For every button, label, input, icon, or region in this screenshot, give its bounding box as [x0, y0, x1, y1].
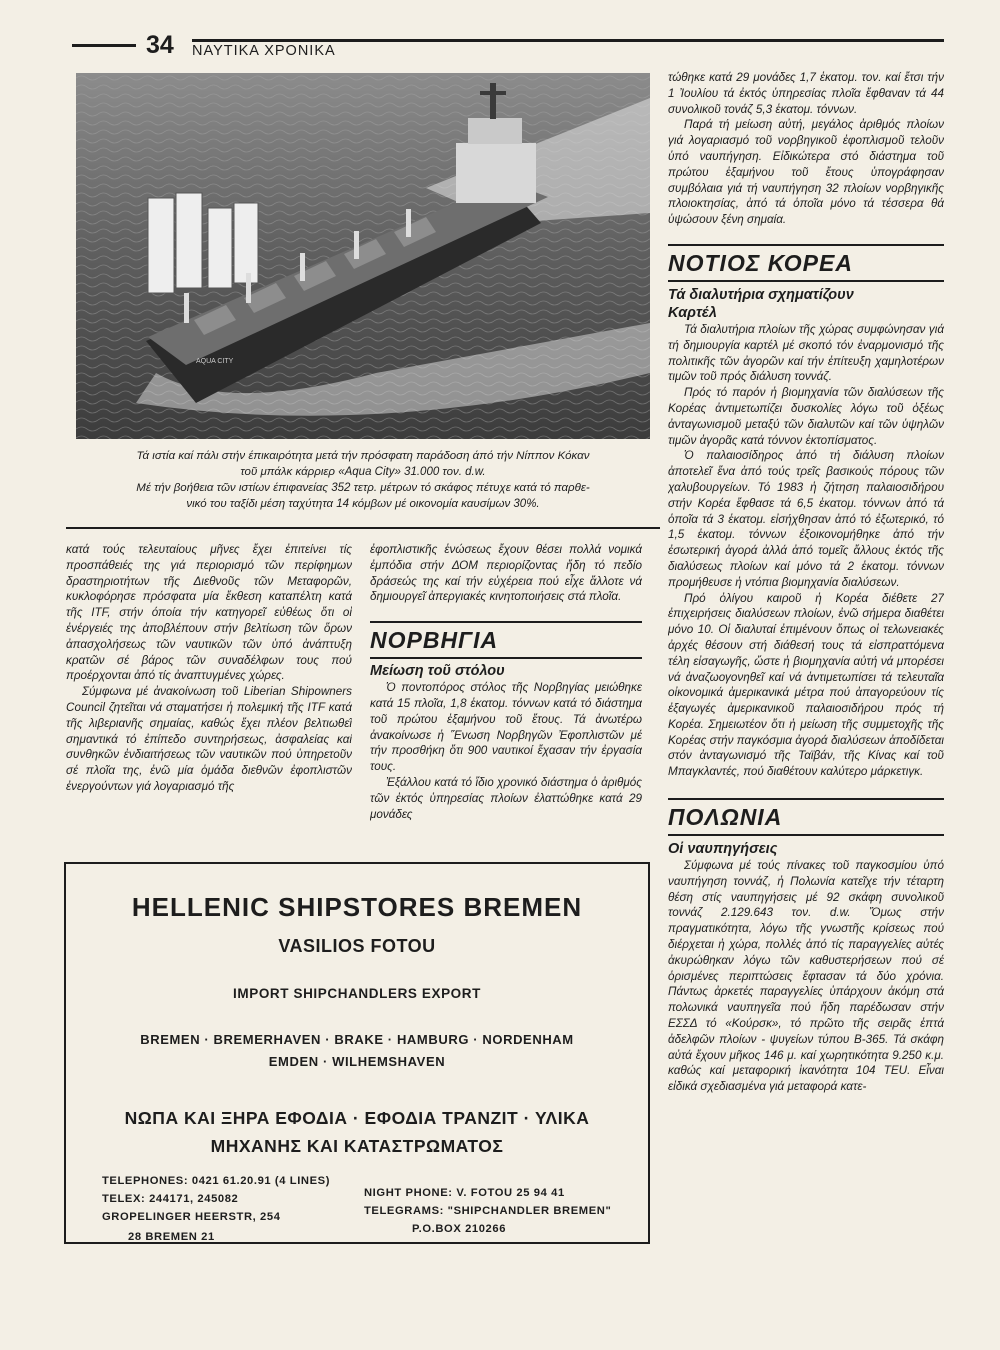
page-number: 34 — [146, 31, 174, 59]
body-paragraph: Παρά τή μείωση αὐτή, μεγάλος ἀριθμός πλοίων γιά λογαριασμό τοῦ νορβηγικοῦ ἐφοπλισμοῦ τελοῦν ὑπό ναυπήγηση. Εἰδικώτερα στό διάστημα τοῦ πρώτου ἑξαμήνου τοῦ ἔτους ὑπογράφησαν συμβόλαια γιά τή ναυπήγηση 32 πλοίων νορβηγικῆς πλοιοκτησίας, ἀπό τά ὁποῖα μόνο τά τέσσερα θά ὑψώσουν ξένη σημαία. — [668, 118, 944, 227]
ad-telex: TELEX: 244171, 245082 — [102, 1193, 239, 1205]
body-paragraph: τώθηκε κατά 29 μονάδες 1,7 ἑκατομ. τον. καί ἔτσι τήν 1 Ἰουλίου τά ἐκτός ὑπηρεσίας πλοῖα ἔφθαναν τά 44 συνολικοῦ τονάζ 5,3 ἑκατομ. τόννων. — [668, 71, 944, 116]
ad-pobox: P.O.BOX 210266 — [412, 1223, 507, 1235]
caption-line: Τά ιστία καί πάλι στήν έπικαιρότητα μετά τήν πρόσφατη παράδοση άπό τήν Νίππον Κόκαν — [136, 450, 590, 462]
ad-cities: EMDEN · WILHEMSHAVEN — [268, 1054, 446, 1069]
section-rule — [668, 798, 944, 800]
section-rule — [370, 657, 642, 659]
header-rule-left — [72, 44, 136, 47]
body-paragraph: ἐφοπλιστικῆς ἑνώσεως ἔχουν θέσει πολλά νομικά ἐμπόδια στήν ΔΟΜ περιορίζοντας ἤδη τό πεδίο δράσεώς της καί τήν εὐχέρεια πού εἶχε ἄλλοτε νά δημιουργεῖ ἀπεργιακές κινητοποιήσεις στά πλοῖα. — [370, 543, 642, 604]
caption-rule — [66, 527, 660, 529]
ad-owner-name: VASILIOS FOTOU — [278, 936, 436, 956]
body-paragraph: Ἐξάλλου κατά τό ἴδιο χρονικό διάστημα ὁ ἀριθμός τῶν ἐκτός ὑπηρεσίας πλοίων ἐλαττώθηκε κατά 29 μονάδες — [370, 775, 642, 821]
ad-company-name: HELLENIC SHIPSTORES BREMEN — [131, 892, 583, 922]
left-column — [66, 542, 352, 850]
body-paragraph: Πρό ὀλίγου καιροῦ ἡ Κορέα διέθετε 27 ἐπιχειρήσεις διαλύσεων πλοίων, ἐνῶ σήμερα διαθέτει μόνο 10. Οἱ διαλυταί ἐπιμένουν ὅπως οἱ τελωνειακές ἀρχές θέσουν στή διάθεσή τους τά εἰσπραττόμενα τέλη εἰσαγωγῆς, ὥστε ἡ βιομηχανία αὐτή νά μπορέσει νά ἀναζωογονηθεῖ καί νά ἀντιμετωπίσει τά τελευταῖα οἰκονομικά ἀμερικανικά μέτρα πού ἀπαγορεύουν τίς ἐξαγωγές ἀμερικανικοῦ παλαιοσιδήρου πρός τή Κορέα. Σημειωτέον ὅτι ἡ μείωση τῆς συμμετοχῆς τῆς Κορέας στήν παγκόσμια ἀγορά διαλύσεων ἀποδίδεται στόν ἀνταγωνισμό τῆς Ταϊβάν, τῆς Κίνας καί τοῦ Μπαγκλαντές, πού διαθέτουν καλύτερο μάρκετιγκ. — [668, 591, 944, 779]
ad-street: GROPELINGER HEERSTR, 254 — [102, 1211, 281, 1223]
ad-night-phone: NIGHT PHONE: V. FOTOU 25 94 41 — [364, 1187, 565, 1199]
body-paragraph: Σύμφωνα μέ τούς πίνακες τοῦ παγκοσμίου ὑπό ναυπήγηση τοννάζ, ἡ Πολωνία κατεῖχε τήν τέταρτη θέση στίς ναυπηγήσεις μέ 92 σκάφη συνολικοῦ τοννάζ 2.129.643 τον. d.w. Ὅμως στήν πραγματικότητα, λόγω τῆς γνωστῆς κρίσεως πού διέρχεται ἡ χώρα, πολλές ἀπό τίς παραγγελίες αὐτές ἀκυρώθηκαν λόγω τῶν καθυστερήσεων πού σέ ὁρισμένες περιπτώσεις ἔφτασαν τά δύο χρόνια. Πάντως ἀρκετές παραγγελίες ὑπάρχουν ἀκόμη στά πολωνικά ναυπηγεῖα πού ἤδη παρέδωσαν στήν ΕΣΣΔ τό «Κούρσκ», τό πρῶτο τῆς σειρᾶς ἑπτά ἀδελφῶν πλοίων - ψυγείων τύπου Β-365. Τά σκάφη αὐτά ἔχουν μῆκος 146 μ. καί χωρητικότητα 9.250 κ.μ. καθώς καί μεταφορική ἱκανότητα 104 TEU. Εἶναι εἰδικά σχεδιασμένα γιά μεταφορά κατε- — [668, 859, 944, 1094]
body-paragraph: Πρός τό παρόν ἡ βιομηχανία τῶν διαλύσεων τῆς Κορέας ἀντιμετωπίζει δυσκολίες λόγω τοῦ ὀξέως ἀνταγωνισμοῦ μεταξύ τῶν διαλυτῶν καί τῶν ὑψηλῶν τιμῶν ἀγορᾶς κατά τόννον ἐκτοπίσματος. — [668, 386, 944, 447]
ad-cities: BREMEN · BREMERHAVEN · BRAKE · HAMBURG · NORDENHAM — [140, 1032, 574, 1047]
header-rule-right — [192, 39, 944, 42]
body-paragraph: Ὁ ποντοπόρος στόλος τῆς Νορβηγίας μειώθηκε κατά 15 πλοῖα, 1,8 ἑκατομ. τόννων κατά τό διάστημα τοῦ πρώτου ἑξαμήνου τοῦ ἔτους. Τά ἀνωτέρω ἀνακοίνωσε ἡ Ἕνωση Νορβηγῶν Ἐφοπλιστῶν μέ τήν προσθήκη ὅτι 900 ναυτικοί ἔχασαν τήν ἐργασία τους. — [370, 681, 642, 774]
section-rule — [370, 621, 642, 623]
ad-business: IMPORT SHIPCHANDLERS EXPORT — [233, 986, 481, 1001]
ad-products: ΝΩΠΑ ΚΑΙ ΞΗΡΑ ΕΦΟΔΙΑ · ΕΦΟΔΙΑ ΤΡΑΝΖΙΤ · ΥΛΙΚΑ — [124, 1108, 590, 1128]
publication-name: ΝΑΥΤΙΚΑ ΧΡΟΝΙΚΑ — [192, 43, 336, 59]
ship-illustration — [76, 73, 650, 439]
ad-city: 28 BREMEN 21 — [128, 1231, 215, 1243]
right-column — [668, 70, 944, 1338]
caption-line: Μέ τήν βοήθεια τῶν ιστίων έπιφανείας 352 τετρ. μέτρων τό σκάφος πέτυχε κατά τό παρθε- — [136, 482, 590, 494]
caption-line: τοῦ μπάλκ κάρριερ «Aqua City» 31.000 τον. d.w. — [240, 466, 486, 478]
section-title-poland: ΠΟΛΩΝΙΑ — [668, 804, 783, 831]
photo-caption — [66, 448, 660, 512]
subtitle-korea: Τά διαλυτήρια σχηματίζουν — [668, 286, 854, 303]
subtitle-norway: Μείωση τοῦ στόλου — [370, 663, 505, 680]
ad-products: ΜΗΧΑΝΗΣ ΚΑΙ ΚΑΤΑΣΤΡΩΜΑΤΟΣ — [210, 1136, 504, 1156]
section-title-norway: ΝΟΡΒΗΓΙΑ — [370, 627, 499, 654]
section-rule — [668, 280, 944, 282]
advertisement-box — [64, 862, 650, 1244]
body-paragraph: Ὁ παλαιοσίδηρος ἀπό τή διάλυση πλοίων ἀποτελεῖ ἕνα ἀπό τούς τρεῖς βασικούς πόρους τῶν χαλυβουργείων. Τό 1983 ἡ ζήτηση παλαιοσιδήρου στήν Κορέα ἔφθασε τά 6,5 ἑκατομ. τόννων ἀπό τά ὁποῖα τά 3 ἑκατομ. εἰσήχθησαν ἀπό τό ἐξωτερικό, τό 1,5 ἑκατομ. τόννων ἐξοικονομήθηκε ἀπό τήν ἐσωτερική ἀγορά ἀλλά ἀπό τομεῖς ἄλλους ἐκτός τῆς διαλύσεως πλοίων καί μόνο τά 2 ἑκατομ. τόννων προμήθευσε ἡ ντόπια βιομηχανία διαλύσεων. — [668, 449, 944, 589]
section-title-korea: ΝΟΤΙΟΣ ΚΟΡΕΑ — [668, 249, 853, 276]
body-paragraph: κατά τούς τελευταίους μῆνες ἔχει ἐπιτείνει τίς προσπάθειές της γιά περιορισμό τῶν περίφημων δραστηριοτήτων τῆς Διεθνοῦς τῶν Μεταφορῶν, κυκλοφόρησε πρόσφατα μία ἔκθεση καταπέλτη κατά τῆς ITF, στήν όποία τήν κατηγορεῖ εὐθέως ὅτι οἱ ἐνέργειές της ἀποβλέπουν στήν βελτίωση τῶν ὅρων ἀπασχολήσεως τῶν ναυτικῶν τῶν ὑπό ἀνάπτυξη κρατῶν σέ βάρος τῶν συναδέλφων τους πού προέρχονται ἀπό τίς ἀναπτυγμένες χώρες. — [66, 543, 352, 683]
subtitle-poland: Οἱ ναυπηγήσεις — [668, 841, 778, 858]
ship-name-marking: AQUA CITY — [196, 358, 234, 365]
body-paragraph: Τά διαλυτήρια πλοίων τῆς χώρας συμφώνησαν γιά τή δημιουργία καρτέλ μέ σκοπό τόν ἐναρμονισμό τῆς πολιτικῆς τῶν ἀγορῶν καί τήν ἐπίτευξη χαμηλοτέρων τιμῶν τοῦ πρός διάλυση τοννάζ. — [668, 322, 944, 384]
caption-line: νικό του ταξίδι μέση ταχύτητα 14 κόμβων μέ οικονομία καυσίμων 30%. — [186, 498, 540, 510]
ship-photo — [76, 73, 650, 439]
body-paragraph: Σύμφωνα μέ ἀνακοίνωση τοῦ Liberian Shipowners Council ζητεῖται νά σταματήσει ἡ πολεμική τῆς ITF κατά τῆς λιβεριανῆς σημαίας, καθώς ἔχει πλέον βελτιωθεῖ σημαντικά τό ἐπίπεδο συντηρήσεως, ἀσφαλείας καί συνθηκῶν ἐνδιαιτήσεως τῶν ναυτικῶν πού ὑπηρετοῦν σέ πλοῖα της, ἐνῶ μία ὁμάδα διεθνῶν ἐφοπλιστῶν ἐνεργούντων γιά λογαριασμό τῆς — [66, 685, 352, 793]
section-rule — [668, 244, 944, 246]
ad-telephones: TELEPHONES: 0421 61.20.91 (4 LINES) — [102, 1175, 331, 1187]
ad-telegrams: TELEGRAMS: "SHIPCHANDLER BREMEN" — [364, 1205, 612, 1217]
section-rule — [668, 834, 944, 836]
subtitle-korea: Καρτέλ — [668, 304, 717, 321]
middle-column — [370, 542, 642, 850]
